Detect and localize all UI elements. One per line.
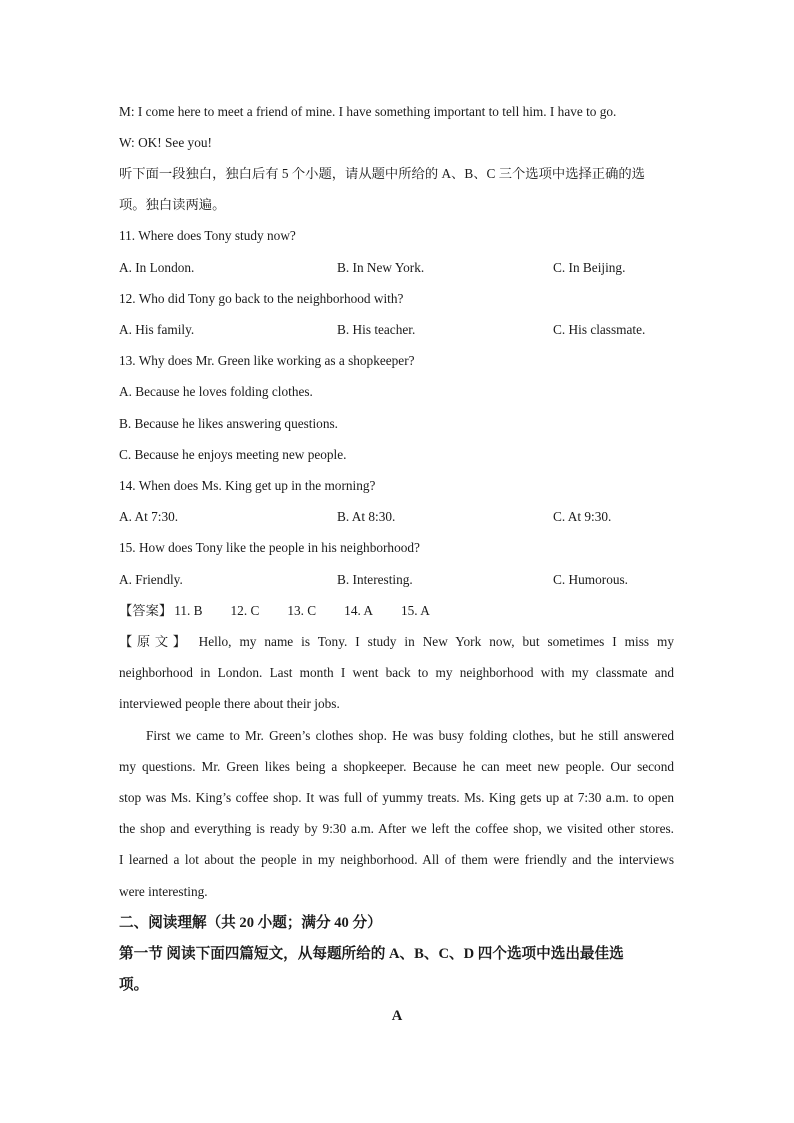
passage-label: A <box>391 1008 403 1024</box>
transcript-label: 【原文】 <box>119 634 191 649</box>
answer-item: 13. C <box>287 603 317 618</box>
section-instruction: 项。 <box>119 977 149 993</box>
transcript-line: my questions. Mr. Green likes being a shopkeeper. Because he can meet new people. Our second <box>119 759 674 774</box>
transcript-line: neighborhood in London. Last month I went back to my neighborhood with my classmate and <box>119 665 674 680</box>
option-c: C. At 9:30. <box>553 509 612 524</box>
option-a: A. At 7:30. <box>119 509 179 524</box>
section-instruction: 第一节 阅读下面四篇短文，从每题所给的 A、B、C、D 四个选项中选出最佳选 <box>119 946 624 962</box>
instruction-line: 项。独白读两遍。 <box>119 197 226 212</box>
option-b: B. In New York. <box>337 260 425 275</box>
option-c: C. Humorous. <box>553 572 628 587</box>
instruction-line: 听下面一段独白，独白后有 5 个小题，请从题中所给的 A、B、C 三个选项中选择正确的选 <box>119 166 645 181</box>
option-a: A. His family. <box>119 322 195 337</box>
option-b: B. Interesting. <box>337 572 413 587</box>
option-b: B. Because he likes answering questions. <box>119 416 338 431</box>
transcript-line: interviewed people there about their jobs. <box>119 696 340 711</box>
option-c: C. Because he enjoys meeting new people. <box>119 447 347 462</box>
transcript-line: I learned a lot about the people in my neighborhood. All of them were friendly and the interviews <box>119 852 674 867</box>
option-a: A. In London. <box>119 260 195 275</box>
transcript-line: First we came to Mr. Green’s clothes shop. He was busy folding clothes, but he still answered <box>146 728 674 743</box>
question-12: 12. Who did Tony go back to the neighborhood with? <box>119 291 404 306</box>
transcript-line: stop was Ms. King’s coffee shop. It was full of yummy treats. Ms. King gets up at 7:30 a.m. to open <box>119 790 674 805</box>
option-b: B. At 8:30. <box>337 509 396 524</box>
question-15: 15. How does Tony like the people in his neighborhood? <box>119 540 420 555</box>
dialogue-line: M: I come here to meet a friend of mine. I have something important to tell him. I have to go. <box>119 104 617 119</box>
answer-item: 14. A <box>344 603 373 618</box>
option-c: C. His classmate. <box>553 322 646 337</box>
question-13: 13. Why does Mr. Green like working as a shopkeeper? <box>119 353 415 368</box>
answer-key <box>119 602 458 620</box>
transcript-text: Hello, my name is Tony. I study in New York now, but sometimes I miss my <box>198 634 674 649</box>
transcript-line <box>119 633 674 651</box>
option-b: B. His teacher. <box>337 322 416 337</box>
dialogue-line: W: OK! See you! <box>119 135 212 150</box>
section-title: 二、阅读理解（共 20 小题；满分 40 分） <box>119 915 382 931</box>
transcript-line: were interesting. <box>119 884 208 899</box>
answer-item: 15. A <box>401 603 430 618</box>
answer-item: 12. C <box>230 603 260 618</box>
answer-label: 【答案】 <box>119 603 173 618</box>
question-14: 14. When does Ms. King get up in the morning? <box>119 478 376 493</box>
option-c: C. In Beijing. <box>553 260 626 275</box>
question-11: 11. Where does Tony study now? <box>119 228 296 243</box>
transcript-line: the shop and everything is ready by 9:30 a.m. After we left the coffee shop, we visited other stores. <box>119 821 674 836</box>
answer-item: 11. B <box>174 603 203 618</box>
option-a: A. Because he loves folding clothes. <box>119 384 313 399</box>
option-a: A. Friendly. <box>119 572 183 587</box>
